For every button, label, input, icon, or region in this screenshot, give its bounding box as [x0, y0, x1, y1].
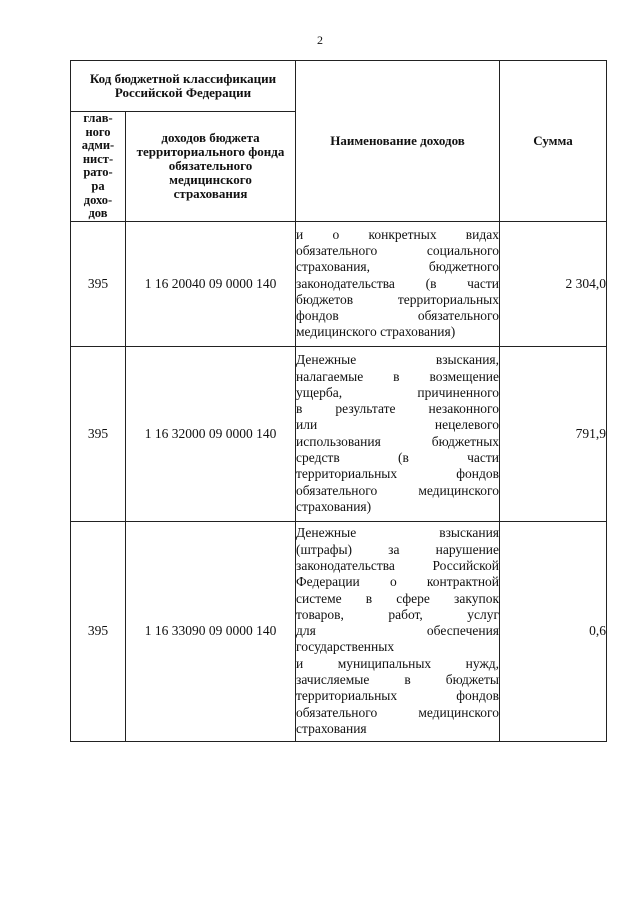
name-line: Денежные взыскания [296, 525, 500, 541]
table-row [71, 346, 607, 521]
revenue-name-cell [296, 521, 500, 741]
name-line: законодательства Российской [296, 557, 500, 573]
table-row [71, 521, 607, 741]
name-line: использования бюджетных [296, 433, 500, 449]
name-line: налагаемые в возмещение [296, 368, 500, 384]
revenue-name-cell [296, 346, 500, 521]
admin-header-line: рато- [83, 165, 113, 180]
name-line: территориальных фондов [296, 466, 500, 482]
name-line: зачисляемые в бюджеты [296, 671, 500, 687]
name-line: или нецелевого [296, 417, 500, 433]
name-line: ущерба, причиненного [296, 384, 500, 400]
admin-header-line: глав- [83, 111, 113, 125]
name-line: (штрафы) за нарушение [296, 541, 500, 557]
revenue-code-cell: 1 16 32000 09 0000 140 [126, 346, 296, 521]
name-line: территориальных фондов [296, 688, 500, 704]
name-line: и о конкретных видах [296, 226, 500, 242]
name-line: обязательного социального [296, 243, 500, 258]
admin-code-cell: 395 [71, 521, 126, 741]
admin-header-line: дов [88, 206, 108, 221]
sum-header: Сумма [500, 61, 607, 222]
name-line: страхования, бюджетного [296, 259, 500, 275]
name-line: товаров, работ, услуг [296, 606, 500, 622]
name-header: Наименование доходов [296, 61, 500, 222]
name-line: фондов обязательного [296, 308, 500, 324]
revenue-code-cell: 1 16 33090 09 0000 140 [126, 521, 296, 741]
sum-cell: 791,9 [500, 346, 607, 521]
name-line: законодательства (в части [296, 275, 500, 291]
name-line: государственных [296, 639, 395, 655]
name-line: в результате незаконного [296, 401, 500, 417]
revenue-name-cell [296, 221, 500, 346]
name-line: страхования [296, 720, 367, 736]
admin-header-line: нист- [82, 151, 114, 166]
revenue-table [70, 60, 607, 742]
admin-header [71, 112, 126, 222]
admin-header-line: ного [85, 124, 111, 139]
code-group-header: Код бюджетной классификации Российской Федерации [71, 61, 296, 112]
name-line: медицинского страхования) [296, 324, 456, 340]
name-line: для обеспечения [296, 623, 500, 639]
name-line: средств (в части [296, 450, 500, 466]
admin-code-cell: 395 [71, 221, 126, 346]
admin-header-line: адми- [81, 138, 115, 153]
sum-cell: 2 304,0 [500, 221, 607, 346]
name-line: страхования) [296, 498, 372, 514]
name-line: бюджетов территориальных [296, 291, 500, 307]
name-line: обязательного медицинского [296, 704, 500, 720]
admin-header-line: дохо- [83, 192, 113, 207]
page-number: 2 [317, 33, 323, 47]
admin-code-cell: 395 [71, 346, 126, 521]
name-line: Федерации о контрактной [296, 574, 500, 590]
admin-header-line: ра [91, 178, 105, 193]
table-row [71, 221, 607, 346]
name-line: обязательного медицинского [296, 482, 500, 498]
sum-cell: 0,6 [500, 521, 607, 741]
header-row-1 [71, 61, 607, 112]
revenue-code-cell: 1 16 20040 09 0000 140 [126, 221, 296, 346]
name-line: системе в сфере закупок [296, 590, 500, 606]
name-line: и муниципальных нужд, [296, 655, 500, 671]
revenue-code-header: доходов бюджета территориального фонда обязательного медицинского страхования [126, 112, 296, 222]
name-line: Денежные взыскания, [296, 352, 500, 368]
